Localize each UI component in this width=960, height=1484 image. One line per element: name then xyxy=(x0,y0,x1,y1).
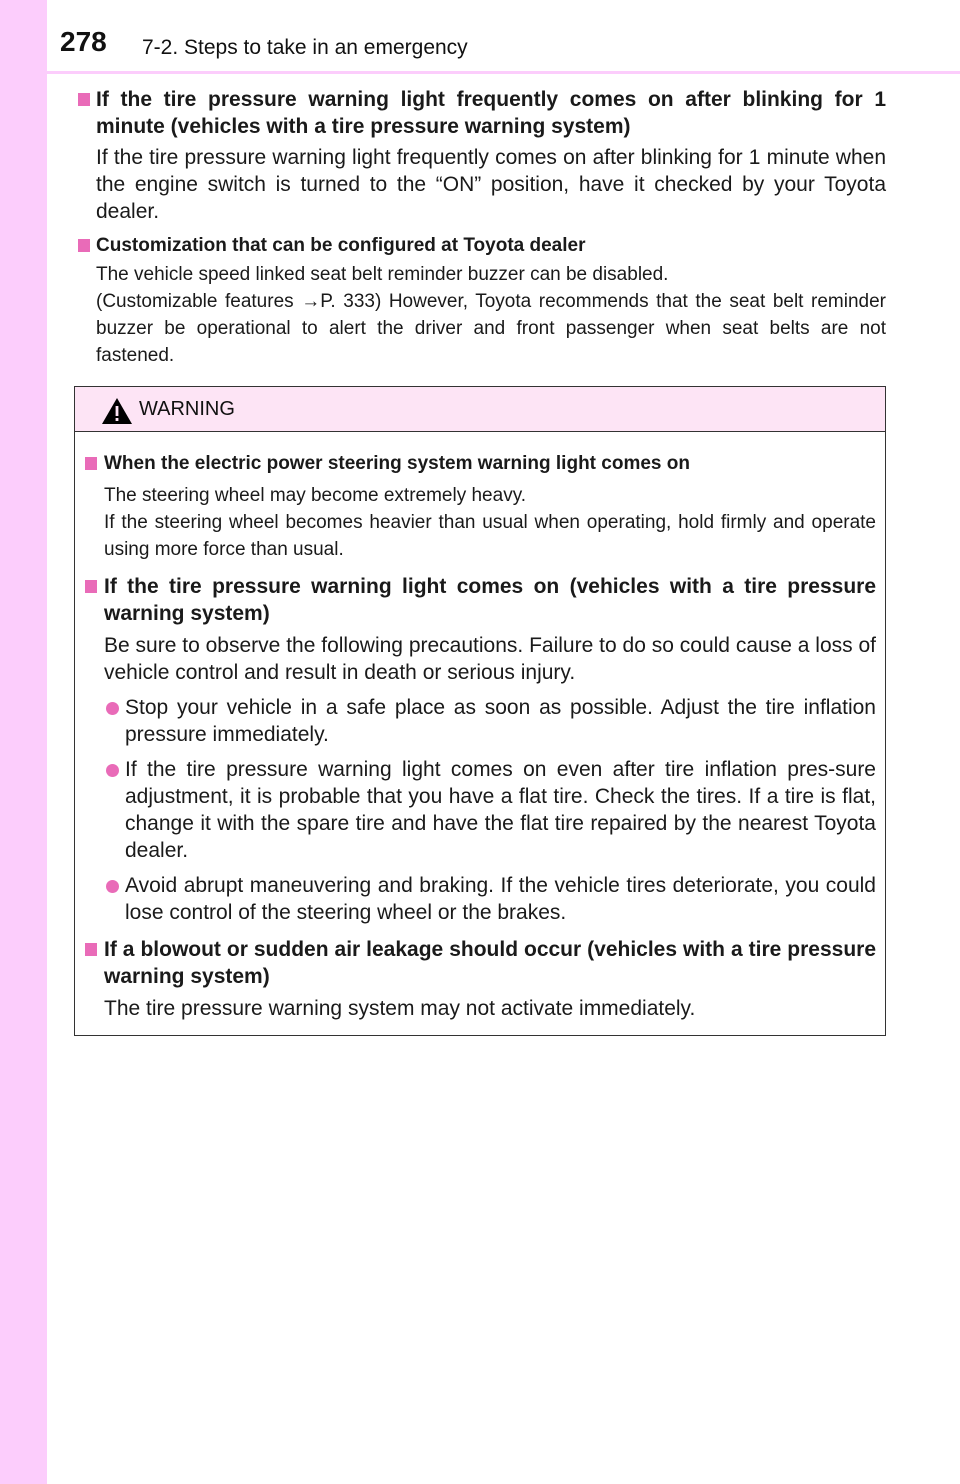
round-bullet-icon xyxy=(106,764,119,777)
topic-tire-light-blinking xyxy=(73,86,886,225)
topic-customization xyxy=(73,233,886,369)
section-title: 7-2. Steps to take in an emergency xyxy=(142,36,468,59)
topic-body: If the tire pressure warning light frequently comes on after blinking for 1 minute when the engine switch is turned to the “ON” position, have it checked by your Toyota dealer. xyxy=(96,146,886,223)
square-bullet-icon xyxy=(78,93,90,106)
warning-item-heading: When the electric power steering system warning light comes on xyxy=(79,450,876,477)
header-rule xyxy=(47,71,960,74)
list-item: Stop your vehicle in a safe place as soon as possible. Adjust the tire inflation pressure immediately. xyxy=(104,694,876,748)
warning-label: WARNING xyxy=(139,398,235,420)
topic-heading: If the tire pressure warning light frequently comes on after blinking for 1 minute (vehicles with a tire pressure warning system) xyxy=(73,86,886,140)
warning-item-power-steering xyxy=(79,450,876,563)
warning-box xyxy=(74,386,886,1036)
warning-item-body: Be sure to observe the following precautions. Failure to do so could cause a loss of vehicle control and result in death or serious injury. xyxy=(104,634,876,684)
warning-item-body: The tire pressure warning system may not activate immediately. xyxy=(104,997,696,1020)
warning-item-heading: If a blowout or sudden air leakage should occur (vehicles with a tire pressure warning system) xyxy=(79,936,876,990)
warning-item-blowout xyxy=(79,936,876,1022)
warning-item-tire-pressure xyxy=(79,573,876,926)
topic-body: The vehicle speed linked seat belt reminder buzzer can be disabled. (Customizable features →P. 333) However, Toyota recommends that the seat belt reminder buzzer be operational to alert the driver and front passenger when seat belts are not fastened. xyxy=(96,264,886,366)
list-item: If the tire pressure warning light comes on even after tire inflation pres-sure adjustment, it is probable that you have a flat tire. Check the tires. If a tire is flat, change it with the spare tire and have the flat tire repaired by the nearest Toyota dealer. xyxy=(104,756,876,864)
square-bullet-icon xyxy=(78,239,90,252)
side-margin-band xyxy=(0,0,47,1484)
list-item: Avoid abrupt maneuvering and braking. If the vehicle tires deteriorate, you could lose control of the steering wheel or the brakes. xyxy=(104,872,876,926)
warning-item-heading: If the tire pressure warning light comes on (vehicles with a tire pressure warning system) xyxy=(79,573,876,627)
main-content xyxy=(73,86,886,377)
square-bullet-icon xyxy=(85,457,97,470)
round-bullet-icon xyxy=(106,702,119,715)
warning-header xyxy=(75,387,885,432)
square-bullet-icon xyxy=(85,580,97,593)
square-bullet-icon xyxy=(85,943,97,956)
warning-item-body: The steering wheel may become extremely heavy. If the steering wheel becomes heavier than usual when operating, hold firmly and operate using more force than usual. xyxy=(104,485,876,560)
page-number: 278 xyxy=(60,26,107,57)
warning-triangle-icon xyxy=(101,397,133,425)
warning-body xyxy=(75,432,885,1022)
round-bullet-icon xyxy=(106,880,119,893)
topic-heading: Customization that can be configured at Toyota dealer xyxy=(73,233,886,259)
